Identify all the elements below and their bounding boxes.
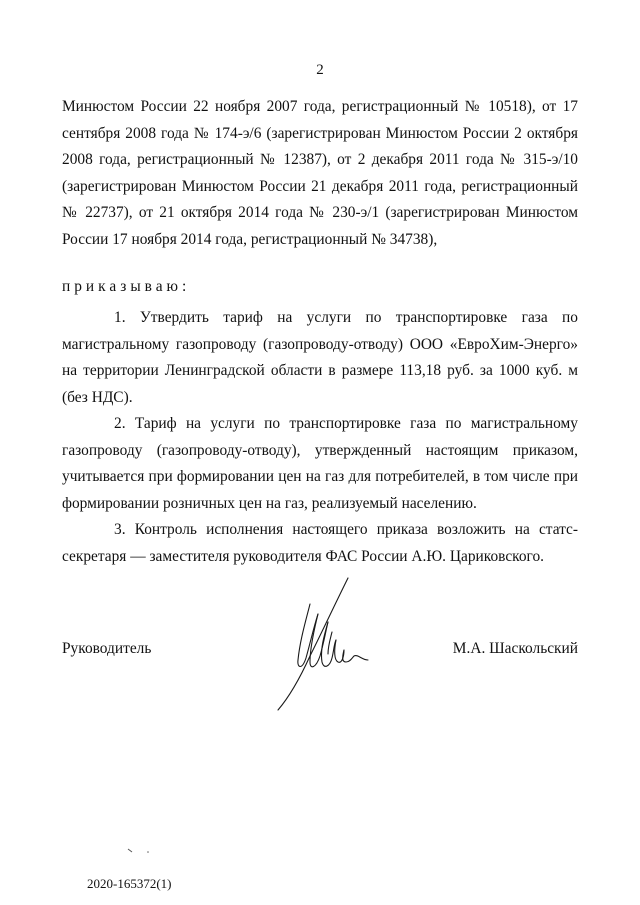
handwritten-signature [270,574,380,714]
scan-speck [126,847,154,855]
signatory-title: Руководитель [62,640,152,657]
document-body [62,94,578,253]
order-word: приказываю: [62,278,191,295]
order-items [62,305,578,570]
order-item: 2. Тариф на услуги по транспортировке газа по магистральному газопроводу (газопроводу-отводу), утвержденный настоящим приказом, учитывается при формировании цен на газ для потребителей, в том числе при формировании розничных цен на газ, реализуемый населению. [62,415,578,512]
order-item: 3. Контроль исполнения настоящего приказа возложить на статс-секретаря — заместителя руководителя ФАС России А.Ю. Цариковского. [62,521,578,565]
order-item: 1. Утвердить тариф на услуги по транспортировке газа по магистральному газопроводу (газопроводу-отводу) ООО «ЕвроХим-Энерго» на территории Ленинградской области в размере 113,18 руб. за 1000 куб. м (без НДС). [62,309,578,406]
signatory-name: М.А. Шаскольский [452,640,578,657]
document-code: 2020-165372(1) [87,876,172,891]
lead-paragraph: Минюстом России 22 ноября 2007 года, регистрационный № 10518), от 17 сентября 2008 года № 174-э/6 (зарегистрирован Минюстом России 2 октября 2008 года, регистрационный № 12387), от 2 декабря 2011 года № 315-э/10 (зарегистрирован Минюстом России 21 декабря 2011 года, регистрационный № 22737), от 21 октября 2014 года № 230-э/1 (зарегистрирован Минюстом России 17 ноября 2014 года, регистрационный № 34738), [62,98,578,248]
page-number: 2 [316,62,324,78]
